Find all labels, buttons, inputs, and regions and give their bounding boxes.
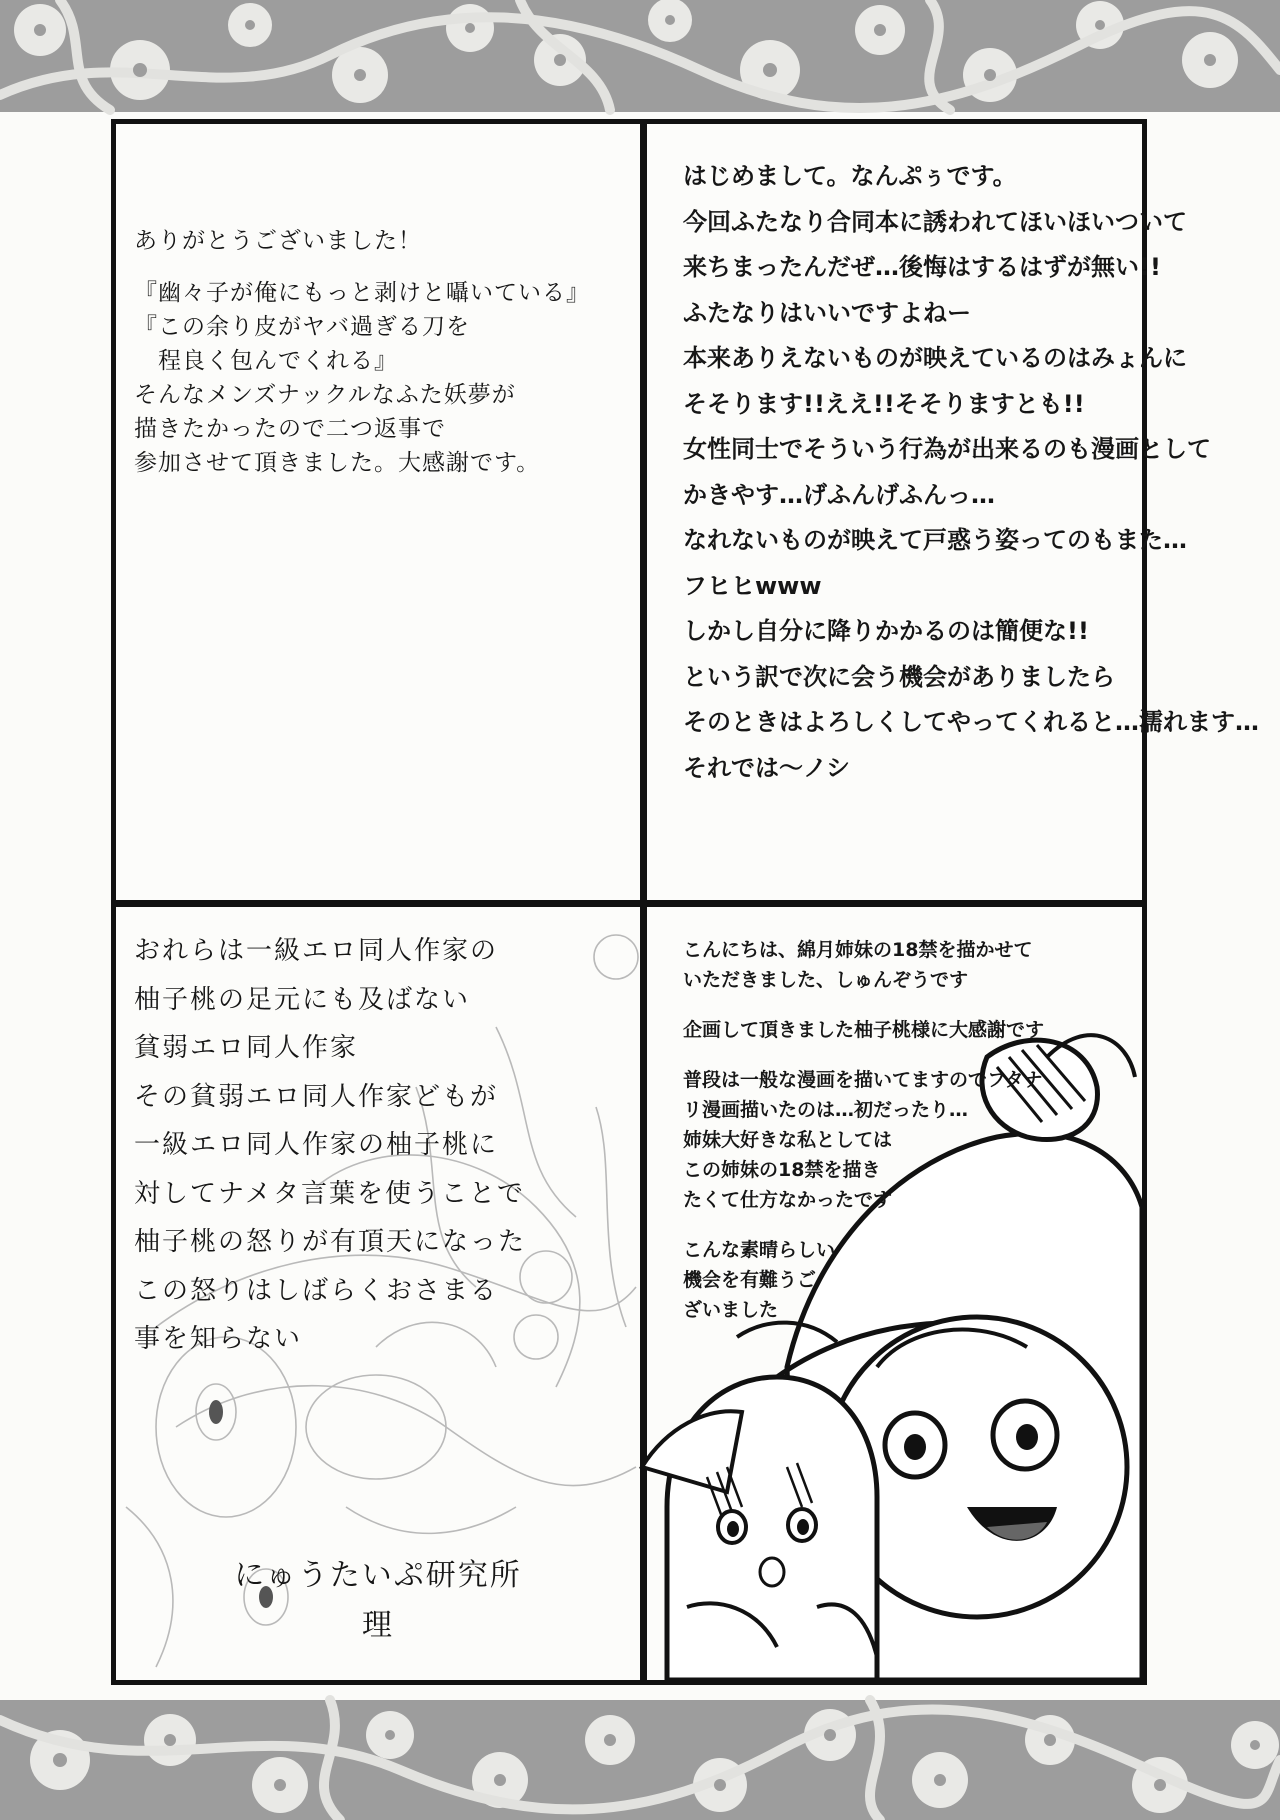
text-line: そんなメンズナックルなふた妖夢が [134, 382, 516, 408]
spacer [683, 1045, 1123, 1065]
horizontal-divider [111, 900, 1147, 907]
text-line: 機会を有難うご [683, 1269, 817, 1291]
text-line: かきやす…げふんげふんっ… [683, 480, 995, 509]
text-line: その貧弱エロ同人作家どもが [134, 1081, 499, 1112]
text-line: 事を知らない [134, 1324, 303, 1354]
text-line: 来ちまったんだぜ…後悔はするはずが無い!! [683, 253, 1161, 281]
text-line: 程良く包んでくれる』 [134, 348, 398, 374]
text-line: この姉妹の18禁を描き [683, 1159, 881, 1181]
text-line: 普段は一般な漫画を描いてますのでフタナ [683, 1069, 1043, 1091]
text-line: 参加させて頂きました。大感謝です。 [134, 450, 541, 476]
text-line: こんにちは、綿月姉妹の18禁を描かせて [683, 939, 1033, 961]
text-line: この怒りはしばらくおさまる [134, 1275, 499, 1306]
text-line: ふたなりはいいですよねー [683, 298, 971, 327]
author-name: 理 [362, 1608, 394, 1643]
text-line: いただきました、しゅんぞうです [683, 969, 969, 991]
text-line: という訳で次に会う機会がありましたら [683, 662, 1115, 691]
text-line: こんな素晴らしい [683, 1239, 836, 1261]
text-line: しかし自分に降りかかるのは簡便な!! [683, 617, 1089, 645]
afterword-text-top-left [134, 224, 634, 480]
afterword-text-top-right [683, 154, 1259, 791]
text-line: 『この余り皮がヤバ過ぎる刀を [134, 314, 470, 340]
text-line: リ漫画描いたのは…初だったり… [683, 1099, 969, 1121]
floral-pattern-icon [0, 1700, 1280, 1820]
text-line: 今回ふたなり合同本に誘われてほいほいついて [683, 207, 1187, 236]
text-line: おれらは一級エロ同人作家の [134, 936, 499, 966]
panel-bottom-right [647, 907, 1142, 1680]
spacer [683, 1215, 1123, 1235]
text-line: そそります!!ええ!!そそりますとも!! [683, 389, 1085, 418]
text-line: 描きたかったので二つ返事で [134, 416, 446, 442]
afterword-text-bottom-right [683, 935, 1123, 1325]
text-line: ありがとうございました！ [134, 228, 422, 254]
text-line: 本来ありえないものが映えているのはみょんに [683, 344, 1187, 372]
text-line: たくて仕方なかったです [683, 1189, 893, 1211]
spacer [683, 995, 1123, 1015]
text-line: 柚子桃の怒りが有頂天になった [134, 1227, 527, 1257]
text-line: 『幽々子が俺にもっと剥けと囁いている』 [134, 280, 590, 306]
text-line: はじめまして。なんぷぅです。 [683, 162, 1017, 190]
text-line: それでは～ノシ [683, 753, 851, 782]
floral-pattern-icon [0, 0, 1280, 112]
text-line: なれないものが映えて戸惑う姿ってのもまた… [683, 526, 1187, 554]
text-line: ざいました [683, 1299, 779, 1321]
text-line: フヒヒwww [683, 571, 822, 600]
text-line: 女性同士でそういう行為が出来るのも漫画として [683, 435, 1211, 463]
panel-top-left [116, 124, 640, 900]
text-line: そのときはよろしくしてやってくれると…濡れます… [683, 708, 1259, 736]
text-line: 柚子桃の足元にも及ばない [134, 984, 471, 1015]
panel-bottom-left [116, 907, 640, 1680]
spacer [134, 258, 634, 276]
circle-name: にゅうたいぷ研究所 [234, 1558, 522, 1593]
panel-top-right [647, 124, 1259, 900]
text-line: 対してナメタ言葉を使うことで [134, 1178, 525, 1209]
top-floral-border [0, 0, 1280, 112]
bottom-floral-border [0, 1700, 1280, 1820]
afterword-text-bottom-left [134, 927, 639, 1364]
text-line: 一級エロ同人作家の柚子桃に [134, 1130, 499, 1160]
text-line: 貧弱エロ同人作家 [134, 1033, 359, 1063]
text-line: 企画して頂きました柚子桃様に大感謝です [683, 1019, 1045, 1041]
text-line: 姉妹大好きな私としては [683, 1129, 893, 1151]
